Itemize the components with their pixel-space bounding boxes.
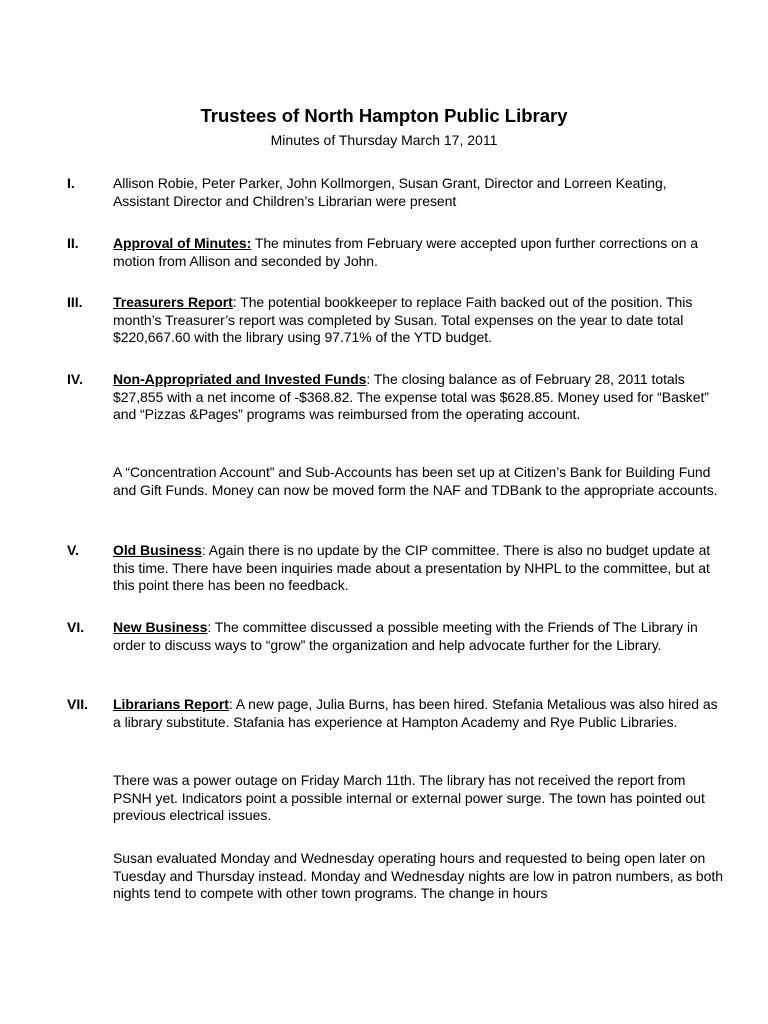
section-numeral: V.	[67, 542, 79, 558]
section-heading: Approval of Minutes:	[113, 235, 252, 251]
section-numeral: I.	[67, 175, 75, 191]
section-heading: Librarians Report	[113, 696, 229, 712]
section-body	[113, 696, 725, 731]
section-text: : Again there is no update by the CIP committee. There is also no budget update at this time. There have been inquiries made about a presentation by NHPL to the committee, but at this point there has been no feedback.	[113, 542, 711, 593]
section-text: : A new page, Julia Burns, has been hired. Stefania Metalious was also hired as a library substitute. Stafania has experience at Hampton Academy and Rye Public Libraries.	[113, 696, 718, 730]
section-body	[113, 175, 725, 210]
section-body	[113, 619, 725, 654]
section-paragraph: Susan evaluated Monday and Wednesday operating hours and requested to being open later on Tuesday and Thursday instead. Monday and Wednesday nights are low in patron numbers, as both nights tend to compete with other town programs. The change in hours	[113, 850, 723, 901]
section-text: Allison Robie, Peter Parker, John Kollmorgen, Susan Grant, Director and Lorreen Keating, Assistant Director and Children’s Librarian were present	[113, 175, 667, 209]
section-text: : The closing balance as of February 28, 2011 totals $27,855 with a net income of -$368.82. The expense total was $628.85. Money used for “Basket” and “Pizzas &Pages” programs was reimbursed from the operating account.	[113, 371, 709, 422]
section-body	[113, 235, 725, 270]
section-body	[113, 294, 725, 347]
section-paragraph: A “Concentration Account” and Sub-Accounts has been set up at Citizen’s Bank for Building Fund and Gift Funds. Money can now be moved form the NAF and TDBank to the appropriate accounts.	[113, 464, 718, 498]
section-body	[113, 542, 725, 595]
section-numeral: II.	[67, 235, 79, 251]
section-text: : The potential bookkeeper to replace Faith backed out of the position. This month’s Treasurer’s report was completed by Susan. Total expenses on the year to date total $220,667.60 with the library using 97.71% of the YTD budget.	[113, 294, 693, 345]
section-numeral: VII.	[67, 696, 89, 712]
section-heading: Old Business	[113, 542, 202, 558]
section-numeral: IV.	[67, 371, 83, 387]
section-text: The minutes from February were accepted upon further corrections on a motion from Allison and seconded by John.	[113, 235, 699, 269]
section-paragraph: There was a power outage on Friday March 11th. The library has not received the report from PSNH yet. Indicators point a possible internal or external power surge. The town has pointed out previous electrical issues.	[113, 772, 705, 823]
page-title: Trustees of North Hampton Public Library	[200, 105, 568, 126]
page-subtitle: Minutes of Thursday March 17, 2011	[270, 132, 498, 148]
section-heading: Non-Appropriated and Invested Funds	[113, 371, 367, 387]
section-numeral: VI.	[67, 619, 85, 635]
section-text: : The committee discussed a possible meeting with the Friends of The Library in order to discuss ways to “grow” the organization and help advocate further for the Library.	[113, 619, 698, 653]
section-body	[113, 371, 725, 424]
section-numeral: III.	[67, 294, 83, 310]
section-heading: New Business	[113, 619, 208, 635]
section-heading: Treasurers Report	[113, 294, 233, 310]
